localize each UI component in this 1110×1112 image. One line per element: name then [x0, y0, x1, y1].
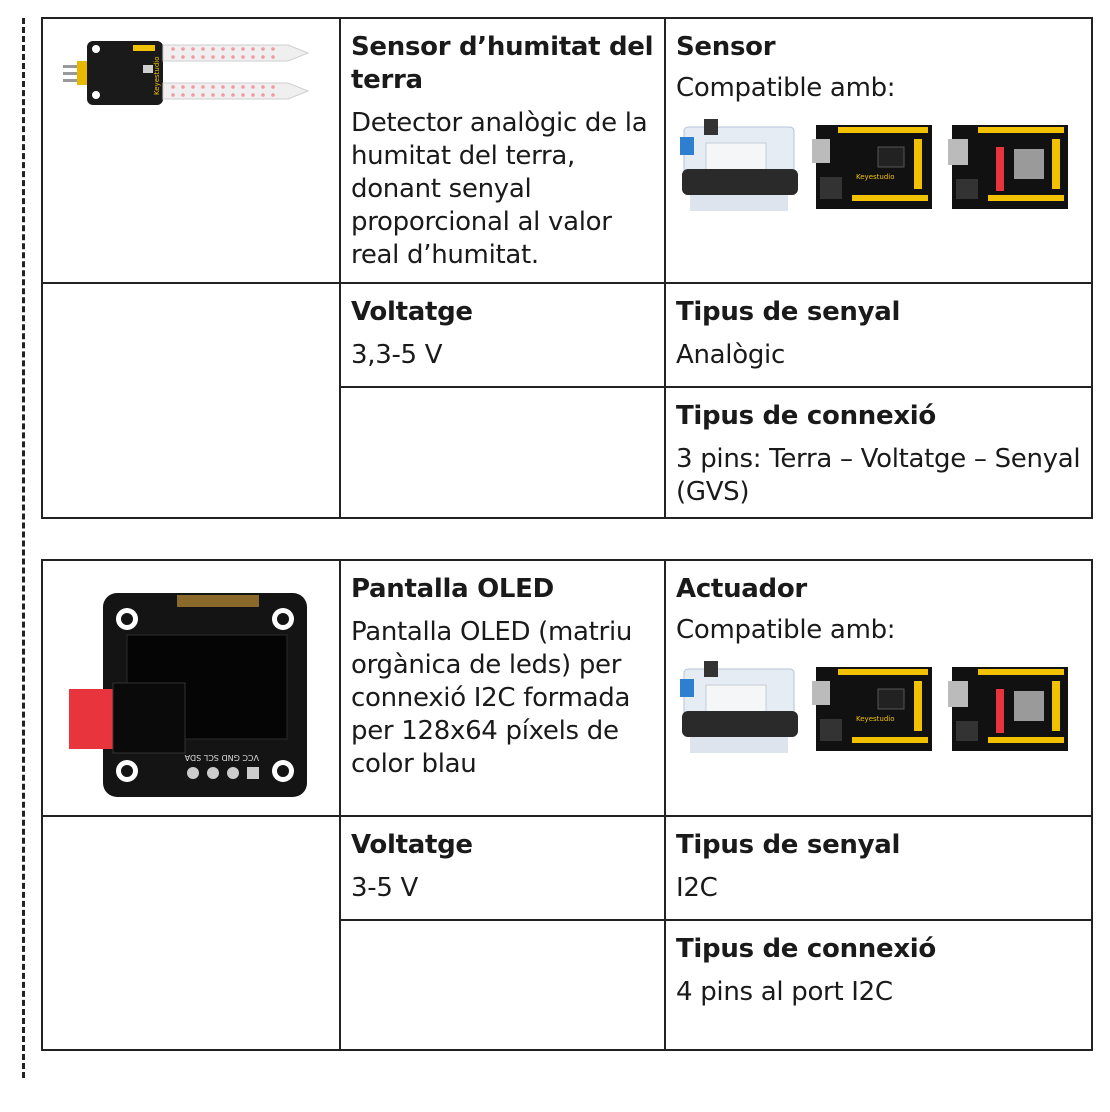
component-description: Pantalla OLED (matriu orgànica de leds) per connexió I2C formada per 128x64 píxels de color blau [351, 617, 633, 779]
connection-label: Tipus de connexió [676, 934, 936, 964]
compatible-boards [676, 659, 1081, 757]
image-cell [42, 560, 340, 816]
signal-cell [665, 283, 1092, 387]
image-cell [42, 18, 340, 283]
signal-cell [665, 816, 1092, 920]
connection-value: 4 pins al port I2C [676, 977, 893, 1007]
compatible-label: Compatible amb: [676, 615, 896, 645]
voltage-cell [340, 816, 665, 920]
uno-shield-image [812, 659, 936, 757]
board-brand-text: Keyestudio [856, 715, 895, 723]
signal-value: I2C [676, 873, 718, 903]
component-name: Pantalla OLED [351, 574, 554, 604]
board-brand-text: Keyestudio [856, 173, 895, 181]
type-cell [665, 18, 1092, 283]
compatible-label: Compatible amb: [676, 73, 896, 103]
sensor-brand-text: Keyestudio [153, 56, 161, 95]
component-card-soil-sensor [41, 17, 1093, 519]
description-cell [340, 18, 665, 283]
connection-value: 3 pins: Terra – Voltatge – Senyal (GVS) [676, 444, 1081, 507]
signal-label: Tipus de senyal [676, 297, 901, 327]
signal-label: Tipus de senyal [676, 830, 901, 860]
empty-cell [42, 283, 340, 518]
voltage-value: 3-5 V [351, 873, 419, 903]
voltage-value: 3,3-5 V [351, 340, 443, 370]
description-cell [340, 560, 665, 816]
compatible-boards [676, 117, 1081, 215]
connection-label: Tipus de connexió [676, 401, 936, 431]
component-type: Actuador [676, 574, 807, 604]
expansion-board-image [676, 117, 800, 215]
empty-cell [42, 816, 340, 1050]
type-cell [665, 560, 1092, 816]
component-card-oled [41, 559, 1093, 1051]
oled-display-image [69, 591, 309, 801]
voltage-label: Voltatge [351, 830, 473, 860]
connection-cell [665, 920, 1092, 1050]
component-name: Sensor d’humitat del terra [351, 32, 654, 95]
soil-moisture-sensor-image [63, 35, 313, 115]
empty-cell [340, 387, 665, 518]
voltage-label: Voltatge [351, 297, 473, 327]
expansion-board-image [676, 659, 800, 757]
esp32-shield-image [948, 117, 1072, 215]
oled-pin-labels: VCC GND SCL SDA [184, 753, 259, 762]
connection-cell [665, 387, 1092, 518]
component-description: Detector analògic de la humitat del terra, donant senyal proporcional al valor real d’humitat. [351, 108, 648, 270]
empty-cell [340, 920, 665, 1050]
esp32-shield-image [948, 659, 1072, 757]
signal-value: Analògic [676, 340, 785, 370]
component-type: Sensor [676, 32, 776, 62]
dashed-margin-line [22, 18, 25, 1078]
voltage-cell [340, 283, 665, 387]
uno-shield-image [812, 117, 936, 215]
